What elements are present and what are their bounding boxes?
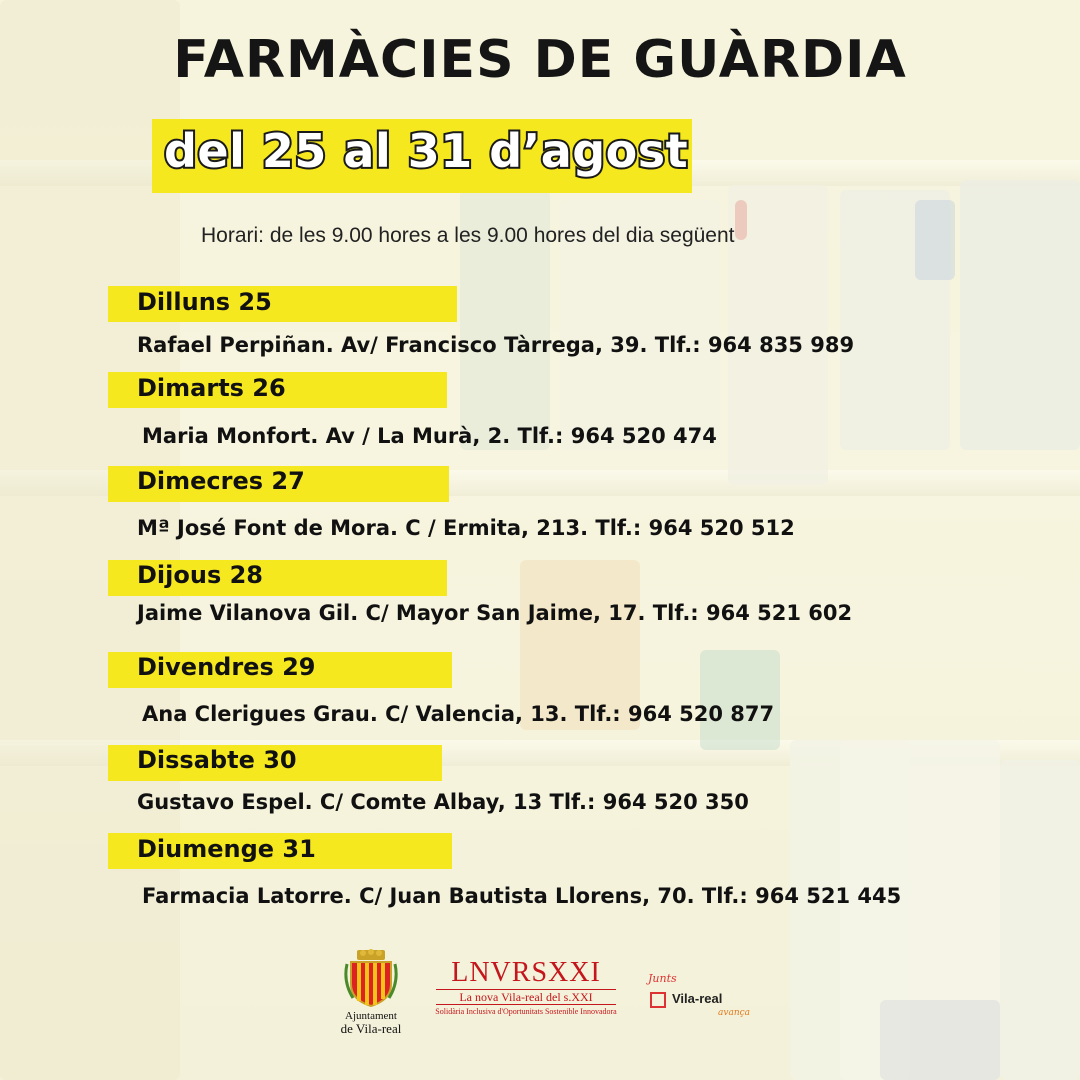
pharmacy-entry: Farmacia Latorre. C/ Juan Bautista Llorens, 70. Tlf.: 964 521 445 [142,884,902,908]
coat-of-arms-icon [343,948,399,1008]
junts-label: Junts [648,972,677,985]
lnvrsxxi-subtitle: La nova Vila-real del s.XXI [436,989,616,1005]
junts-slogan: avança [718,1008,751,1018]
ajuntament-city: de Vila-real [340,1021,402,1036]
junts-vila-real-logo [648,972,758,1020]
day-label: Dilluns 25 [137,288,272,316]
day-label: Diumenge 31 [137,835,316,863]
pharmacy-entry: Gustavo Espel. C/ Comte Albay, 13 Tlf.: 964 520 350 [137,790,749,814]
pharmacy-entry: Rafael Perpiñan. Av/ Francisco Tàrrega, 39. Tlf.: 964 835 989 [137,333,855,357]
day-label: Dijous 28 [137,561,263,589]
day-label: Dimecres 27 [137,467,305,495]
pharmacy-entry: Mª José Font de Mora. C / Ermita, 213. Tlf.: 964 520 512 [137,516,795,540]
junts-square-icon [650,992,666,1008]
day-label: Divendres 29 [137,653,316,681]
lnvrsxxi-title: LNVRSXXI [451,957,601,988]
schedule-text: Horari: de les 9.00 hores a les 9.00 hores del dia següent [201,224,735,247]
pharmacy-entry: Ana Clerigues Grau. C/ Valencia, 13. Tlf.: 964 520 877 [142,702,775,726]
page-title: FARMÀCIES DE GUÀRDIA [173,30,907,90]
day-label: Dissabte 30 [137,746,297,774]
ajuntament-logo [327,948,415,1036]
pharmacy-entry: Jaime Vilanova Gil. C/ Mayor San Jaime, 17. Tlf.: 964 521 602 [137,601,853,625]
lnvrsxxi-logo [426,958,626,1018]
day-label: Dimarts 26 [137,374,286,402]
date-range: del 25 al 31 d’agost [164,124,689,178]
ajuntament-label: Ajuntament [345,1010,397,1022]
pharmacy-entry: Maria Monfort. Av / La Murà, 2. Tlf.: 964 520 474 [142,424,717,448]
lnvrsxxi-tagline: Solidària Inclusiva d'Oportunitats Sostenible Innovadora [435,1007,617,1016]
junts-city: Vila-real [672,991,723,1006]
